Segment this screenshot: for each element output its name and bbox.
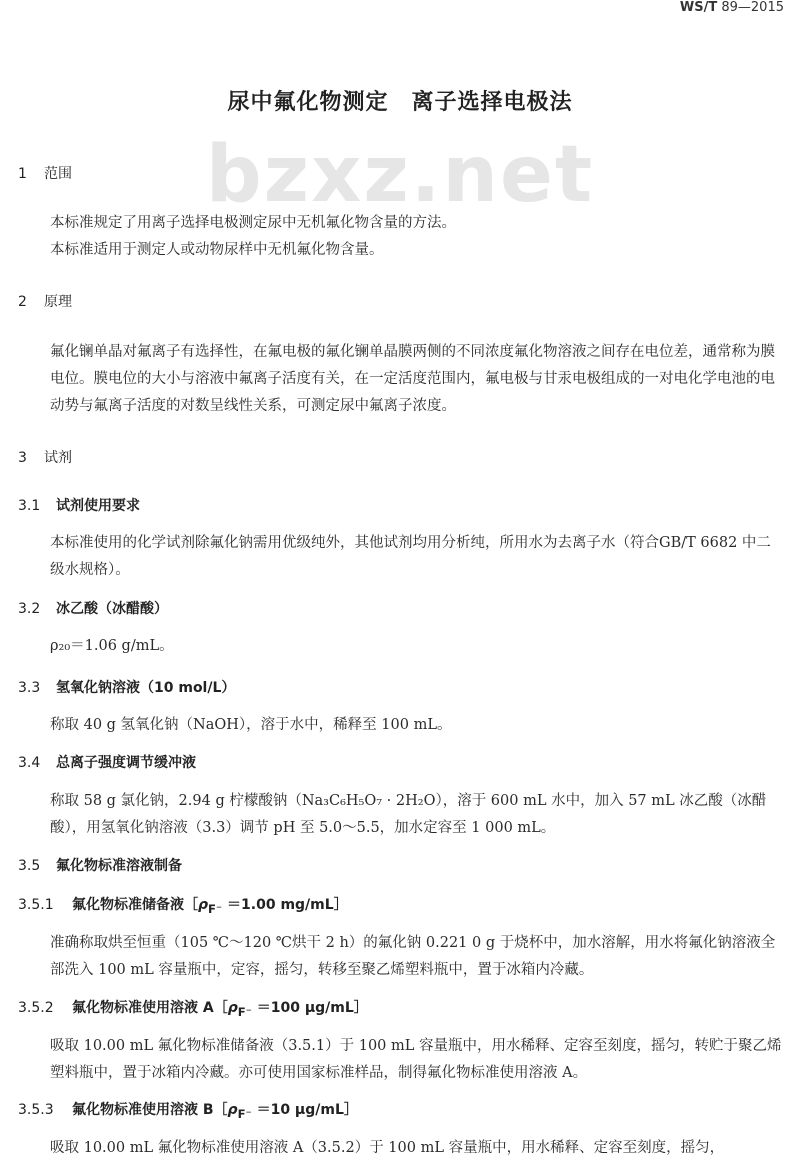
section-3-5-1-heading [18,894,348,916]
bracket-open: ［ [184,897,198,913]
concentration-value: ＝1.00 mg/mL [222,897,334,913]
section-number: 3.3 [18,680,41,696]
bracket-open: ［ [213,1102,228,1118]
standard-number: 89—2015 [717,0,784,15]
section-title: 试剂使用要求 [56,498,140,514]
scope-line-2: 本标准适用于测定人或动物尿样中无机氟化物含量。 [50,242,384,258]
section-title: 试剂 [44,450,72,466]
naoh-prep-line: 称取 40 g 氢氧化钠（NaOH），溶于水中，稀释至 100 mL。 [50,717,452,733]
section-3-1-heading [18,495,140,515]
section-title: 氟化物标准使用溶液 A [72,1000,214,1016]
section-title: 原理 [44,294,72,310]
section-title: 氟化物标准储备液 [72,897,184,913]
section-title: 氢氧化钠溶液（10 mol/L） [56,680,236,696]
reagent-requirements-paragraph: 本标准使用的化学试剂除氟化钠需用优级纯外，其他试剂均用分析纯，所用水为去离子水（符合GB/T 6682 中二级水规格）。 [50,535,771,578]
section-number: 3.1 [18,498,41,514]
section-number: 3.5.2 [18,1000,54,1016]
fluoride-subscript: F⁻ [237,1004,252,1019]
section-number: 3 [18,450,27,466]
bracket-open: ［ [213,1000,228,1016]
section-number: 3.5.1 [18,897,54,913]
principle-paragraph: 氟化镧单晶对氟离子有选择性，在氟电极的氟化镧单晶膜两侧的不同浓度氟化物溶液之间存在电位差，通常称为膜电位。膜电位的大小与溶液中氟离子活度有关，在一定活度范围内，氟电极与甘汞电极组成的一对电化学电池的电动势与氟离子活度的对数呈线性关系，可测定尿中氟离子浓度。 [50,344,775,414]
section-3-5-2-heading [18,997,368,1019]
section-2-heading [18,291,72,311]
section-number: 3.5 [18,858,41,874]
concentration-value: ＝10 μg/mL [251,1102,344,1118]
watermark: bzxz.net [205,130,595,220]
section-3-2-heading [18,598,168,618]
section-3-heading [18,447,72,467]
scope-line-1: 本标准规定了用离子选择电极测定尿中无机氟化物含量的方法。 [50,215,456,231]
rho-symbol: ρ [227,1000,238,1016]
section-3-3-heading [18,677,235,697]
section-title: 总离子强度调节缓冲液 [56,755,196,771]
rho-symbol: ρ [198,897,209,913]
section-title: 氟化物标准使用溶液 B [72,1102,214,1118]
stock-solution-paragraph: 准确称取烘至恒重（105 ℃～120 ℃烘干 2 h）的氟化钠 0.221 0 g 于烧杯中，加水溶解，用水将氟化钠溶液全部洗入 100 mL 容量瓶中，定容，摇匀，转移至聚乙烯塑料瓶中，置于冰箱内冷藏。 [50,935,776,978]
section-3-4-heading [18,752,196,772]
bracket-close: ］ [333,897,348,913]
section-number: 2 [18,294,27,310]
tisab-paragraph: 称取 58 g 氯化钠，2.94 g 柠檬酸钠（Na₃C₆H₅O₇ · 2H₂O），溶于 600 mL 水中，加入 57 mL 冰乙酸（冰醋酸），用氢氧化钠溶液（3.3）调节 pH 至 5.0～5.5，加水定容至 1 000 mL。 [50,793,767,836]
document-title: 尿中氟化物测定 离子选择电极法 [227,90,573,115]
rho-symbol: ρ [227,1102,238,1118]
section-title: 冰乙酸（冰醋酸） [56,601,168,617]
section-number: 3.4 [18,755,41,771]
section-title: 氟化物标准溶液制备 [56,858,182,874]
fluoride-subscript: F⁻ [208,901,223,916]
section-1-heading [18,163,72,183]
section-number: 3.5.3 [18,1102,54,1118]
density-line: ρ₂₀＝1.06 g/mL。 [50,638,174,654]
concentration-value: ＝100 μg/mL [251,1000,354,1016]
section-3-5-heading [18,855,182,875]
page-header [680,0,784,15]
section-title: 范围 [44,166,72,182]
section-number: 3.2 [18,601,41,617]
bracket-close: ］ [343,1102,358,1118]
section-3-5-3-heading [18,1099,358,1121]
bracket-close: ］ [353,1000,368,1016]
working-solution-b-paragraph: 吸取 10.00 mL 氟化物标准使用溶液 A（3.5.2）于 100 mL 容量瓶中，用水稀释、定容至刻度，摇匀， [50,1140,725,1156]
standard-code: WS/T [679,0,718,15]
section-number: 1 [18,166,27,182]
fluoride-subscript: F⁻ [237,1106,252,1121]
working-solution-a-paragraph: 吸取 10.00 mL 氟化物标准储备液（3.5.1）于 100 mL 容量瓶中，用水稀释、定容至刻度，摇匀，转贮于聚乙烯塑料瓶中，置于冰箱内冷藏。亦可使用国家标准样品，制得氟化物标准使用溶液 A。 [50,1038,782,1081]
